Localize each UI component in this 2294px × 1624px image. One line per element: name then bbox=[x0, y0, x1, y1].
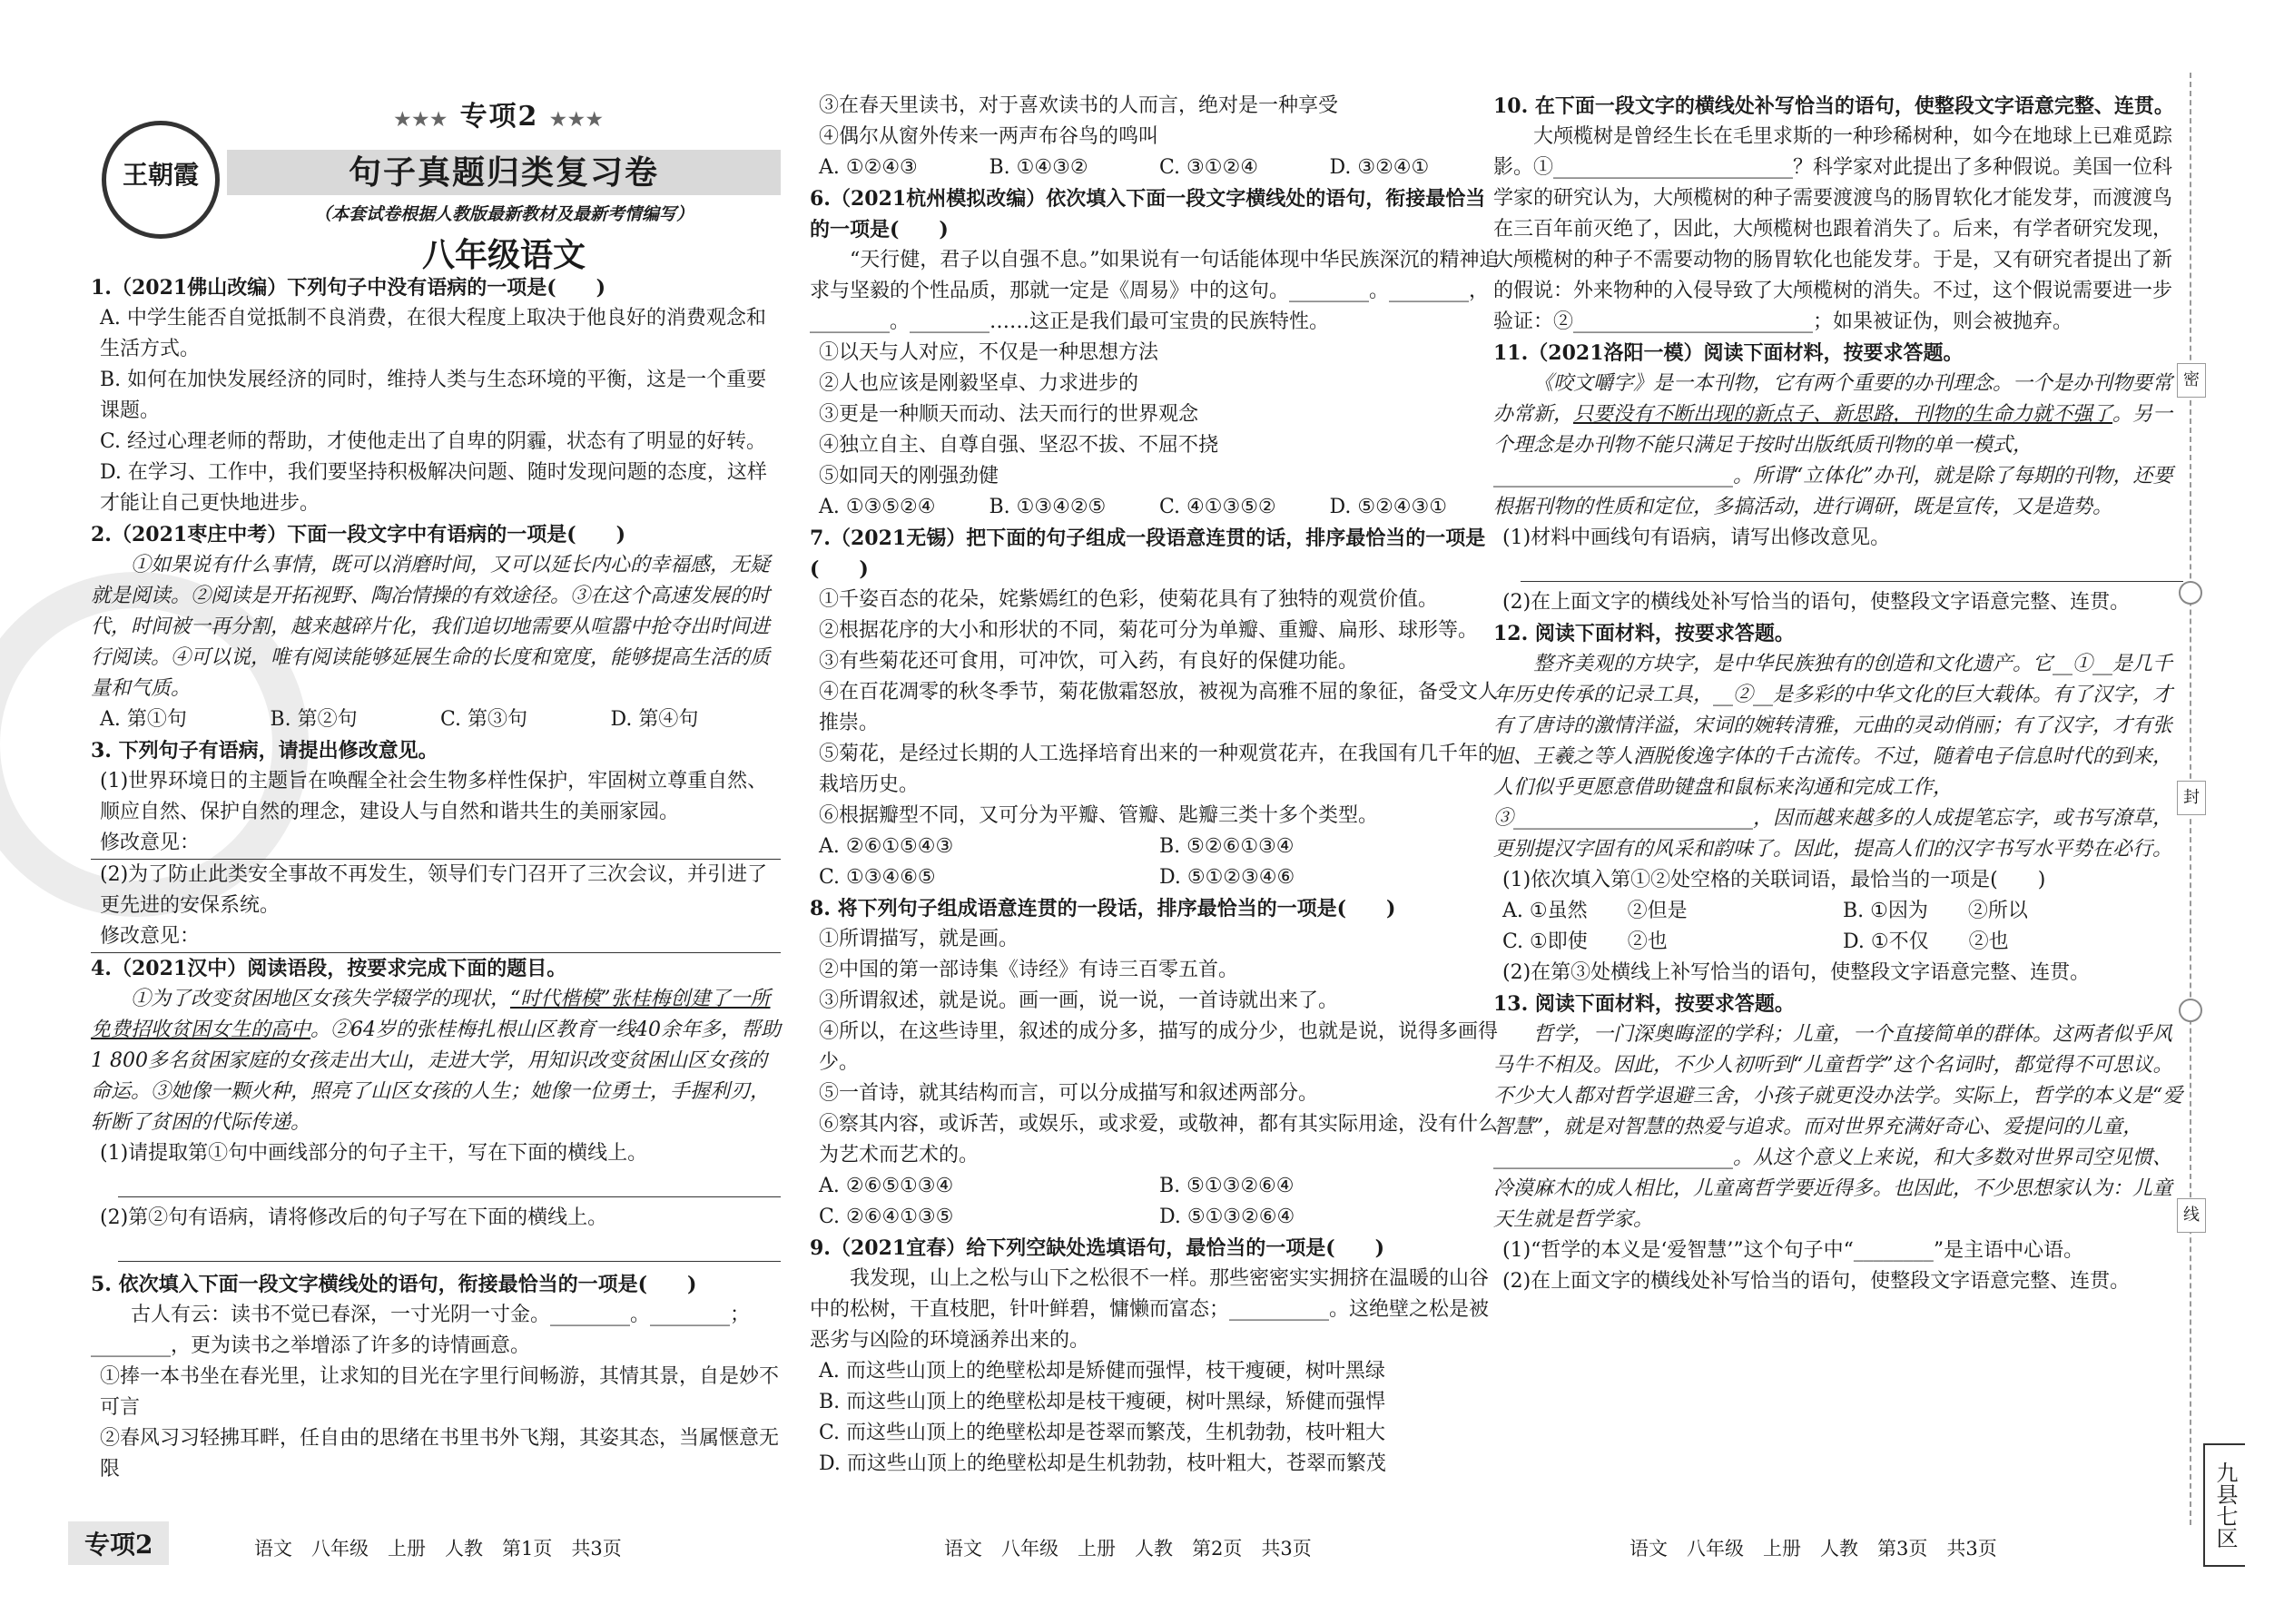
option-c: C. ②⑥④①③⑤ bbox=[819, 1206, 954, 1228]
seal-tag: 密 bbox=[2177, 363, 2206, 398]
question-passage: “天行健，君子以自强不息。”如果说有一句话能体现中华民族深沉的精神追求与坚毅的个性品质，那就一定是《周易》中的这句。________。________，________。________……这正是我们最可宝贵的民族特性。 bbox=[810, 249, 1500, 333]
page-footer-1: 语文 八年级 上册 人教 第1页 共3页 bbox=[254, 1538, 622, 1560]
grade-subject: 八年级语文 bbox=[421, 236, 586, 274]
question-5 bbox=[91, 1269, 781, 1485]
question-3 bbox=[91, 735, 781, 953]
seal-tag: 线 bbox=[2177, 1198, 2206, 1233]
option-d: D. ⑤①②③④⑥ bbox=[1159, 866, 1295, 889]
option-a: A. 第①句 bbox=[100, 708, 187, 731]
question-stem: 8. 将下列句子组成语意连贯的一段话，排序最恰当的一项是( ) bbox=[810, 897, 1396, 920]
choice-item: ⑥根据瓣型不同，又可分为平瓣、管瓣、匙瓣三类十多个类型。 bbox=[819, 804, 1379, 827]
option-b: B. 第②句 bbox=[270, 708, 358, 731]
option-c: C. ③①②④ bbox=[1159, 156, 1258, 179]
option-b: B. ⑤①③②⑥④ bbox=[1159, 1175, 1295, 1197]
choice-item: ①所谓描写，就是画。 bbox=[819, 928, 1019, 950]
option-b: B. ①因为 ②所以 bbox=[1843, 900, 2028, 922]
brand-logo: 王朝霞 bbox=[102, 121, 220, 239]
question-stem: 12. 阅读下面材料，按要求答题。 bbox=[1493, 622, 1795, 645]
paper-header bbox=[91, 86, 781, 277]
question-stem: 2.（2021枣庄中考）下面一段文字中有语病的一项是( ) bbox=[91, 523, 626, 546]
sub-question: (1)材料中画线句有语病，请写出修改意见。 bbox=[1502, 527, 1891, 549]
page-footer-2: 语文 八年级 上册 人教 第2页 共3页 bbox=[944, 1538, 1312, 1560]
option-a: A. 中学生能否自觉抵制不良消费，在很大程度上取决于他良好的消费观念和生活方式。 bbox=[100, 307, 766, 360]
question-passage: 《咬文嚼字》是一本刊物，它有两个重要的办刊理念。一个是办刊物要常办常新，只要没有不断出现的新点子、新思路，刊物的生命力就不强了。另一个理念是办刊物不能只满足于按时出版纸质刊物的单一模式，________________________。所谓“立体化”办刊，就是除了每期的刊物，还要根据刊物的性质和定位，多搞活动，进行调研，既是宣传，又是造势。 bbox=[1493, 372, 2173, 518]
sub-question: (2)在上面文字的横线处补写恰当的语句，使整段文字语意完整、连贯。 bbox=[1502, 591, 2131, 614]
question-10 bbox=[1493, 91, 2183, 338]
option-b: B. 而这些山顶上的绝壁松却是枝干瘦硬，树叶黑绿，矫健而强悍 bbox=[819, 1391, 1386, 1413]
question-passage: 整齐美观的方块字，是中华民族独有的创造和文化遗产。它__①__是几千年历史传承的记录工具，__②__是多彩的中华文化的巨大载体。有了汉字，才有了唐诗的激情洋溢，宋词的婉转清雅，元曲的灵动俏丽；有了汉字，才有张旭、王羲之等人酒脱俊逸字体的千古流传。不过，随着电子信息时代的到来，人们似乎更愿意借助键盘和鼠标来沟通和完成工作，③________________________，因而越来越多的人成提笔忘字，或书写潦草，更别提汉字固有的风采和韵味了。因此，提高人们的汉字书写水平势在必行。 bbox=[1493, 653, 2173, 861]
choice-item: ⑤如同天的刚强劲健 bbox=[819, 465, 999, 487]
choice-item: ④偶尔从窗外传来一两声布谷鸟的鸣叫 bbox=[819, 125, 1159, 148]
choice-item: ⑤一首诗，就其结构而言，可以分成描写和叙述两部分。 bbox=[819, 1082, 1319, 1105]
binding-hole bbox=[2179, 999, 2202, 1022]
sub-question: (2)在第③处横线上补写恰当的语句，使整段文字语意完整、连贯。 bbox=[1502, 961, 2091, 984]
question-8 bbox=[810, 893, 1500, 1233]
question-11 bbox=[1493, 338, 2183, 618]
region-label: 九县七区 bbox=[2203, 1443, 2245, 1567]
option-d: D. 第④句 bbox=[610, 708, 699, 731]
option-c: C. ④①③⑤② bbox=[1159, 496, 1276, 518]
question-stem: 3. 下列句子有语病，请提出修改意见。 bbox=[91, 739, 438, 763]
binding-hole bbox=[2179, 581, 2202, 605]
question-passage: 大颅榄树是曾经生长在毛里求斯的一种珍稀树种，如今在地球上已难觅踪影。①________________________？科学家对此提出了多种假说。美国一位科学家的研究认为，大颅榄树的种子需要渡渡鸟的肠胃软化才能发芽，而渡渡鸟在三百年前灭绝了，因此，大颅榄树也跟着消失了。后来，有学者研究发现，大颅榄树的种子不需要动物的肠胃软化也能发芽。于是，又有研究者提出了新的假说：外来物种的入侵导致了大颅榄树的消失。不过，这个假说需要进一步验证：②________________________；如果被证伪，则会被抛弃。 bbox=[1493, 125, 2173, 333]
question-7 bbox=[810, 523, 1500, 893]
options-row bbox=[810, 1171, 1500, 1202]
paper-title: 句子真题归类复习卷 bbox=[227, 150, 781, 195]
question-12 bbox=[1493, 618, 2183, 989]
question-stem: 10. 在下面一段文字的横线处补写恰当的语句，使整段文字语意完整、连贯。 bbox=[1493, 94, 2174, 118]
question-stem: 13. 阅读下面材料，按要求答题。 bbox=[1493, 992, 1795, 1016]
question-passage: 我发现，山上之松与山下之松很不一样。那些密密实实拥挤在温暖的山谷中的松树，干直枝肥，针叶鲜碧，慵懒而富态；__________。这绝壁之松是被恶劣与凶险的环境涵养出来的。 bbox=[810, 1267, 1490, 1352]
choice-item: ②中国的第一部诗集《诗经》有诗三百零五首。 bbox=[819, 959, 1239, 981]
option-a: A. ①虽然 ②但是 bbox=[1502, 900, 1688, 922]
option-c: C. ①③④⑥⑤ bbox=[819, 866, 936, 889]
question-passage: 古人有云：读书不觉已春深，一寸光阴一寸金。________。________；________，更为读书之举增添了许多的诗情画意。 bbox=[91, 1304, 751, 1357]
column-3 bbox=[1493, 91, 2183, 1297]
question-6 bbox=[810, 183, 1500, 523]
question-stem: 5. 依次填入下面一段文字横线处的语句，衔接最恰当的一项是( ) bbox=[91, 1273, 697, 1296]
series-ribbon: ★★★ 专项2 ★★★ bbox=[394, 101, 605, 133]
option-d: D. 在学习、工作中，我们要坚持积极解决问题、随时发现问题的态度，这样才能让自己更快地进步。 bbox=[100, 461, 767, 515]
answer-line[interactable]: 修改意见： bbox=[91, 828, 781, 860]
sub-question: (1)世界环境日的主题旨在唤醒全社会生物多样性保护，牢固树立尊重自然、顺应自然、保护自然的理念，建设人与自然和谐共生的美丽家园。 bbox=[100, 770, 768, 823]
question-stem: 6.（2021杭州模拟改编）依次填入下面一段文字横线处的语句，衔接最恰当的一项是( ) bbox=[810, 187, 1486, 241]
answer-line[interactable] bbox=[118, 1234, 781, 1262]
sub-question: (1)“哲学的本义是‘爱智慧’”这个句子中“________”是主语中心语。 bbox=[1502, 1239, 2084, 1262]
question-passage: 哲学，一门深奥晦涩的学科；儿童，一个直接简单的群体。这两者似乎风马牛不相及。因此，不少人初听到“儿童哲学”这个名词时，都觉得不可思议。不少大人都对哲学退避三舍，小孩子就更没办法学。实际上，哲学的本义是“爱智慧”，就是对智慧的热爱与追求。而对世界充满好奇心、爱提问的儿童，________________________。从这个意义上来说，和大多数对世界司空见惯、冷漠麻木的成人相比，儿童离哲学要近得多。也因此，不少思想家认为：儿童天生就是哲学家。 bbox=[1493, 1023, 2183, 1231]
answer-line[interactable] bbox=[118, 1169, 781, 1197]
options-row bbox=[810, 832, 1500, 862]
choice-item: ②人也应该是刚毅坚卓、力求进步的 bbox=[819, 372, 1139, 395]
options-row bbox=[1493, 927, 2183, 958]
options-row bbox=[810, 862, 1500, 893]
choice-item: ③所谓叙述，就是说。画一画，说一说，一首诗就出来了。 bbox=[819, 989, 1339, 1012]
choice-item: ⑤菊花，是经过长期的人工选择培育出来的一种观赏花卉，在我国有几千年的栽培历史。 bbox=[819, 743, 1499, 796]
option-d: D. ⑤②④③① bbox=[1329, 496, 1447, 518]
question-passage: ①如果说有什么事情，既可以消磨时间，又可以延长内心的幸福感，无疑就是阅读。②阅读是开拓视野、陶冶情操的有效途径。③在这个高速发展的时代，时间被一再分割，越来越碎片化，我们追切地需要从喧嚣中抢夺出时间进行阅读。④可以说，唯有阅读能够延展生命的长度和宽度，能够提高生活的质量和气质。 bbox=[91, 554, 771, 700]
option-d: D. 而这些山顶上的绝壁松却是生机勃勃，枝叶粗大，苍翠而繁茂 bbox=[819, 1452, 1386, 1475]
question-4 bbox=[91, 953, 781, 1262]
option-a: A. ①②④③ bbox=[819, 156, 918, 179]
option-b: B. ⑤②⑥①③④ bbox=[1159, 835, 1295, 858]
question-stem: 7.（2021无锡）把下面的句子组成一段语意连贯的话，排序最恰当的一项是( ) bbox=[810, 527, 1486, 581]
question-stem: 4.（2021汉中）阅读语段，按要求完成下面的题目。 bbox=[91, 957, 567, 980]
question-13 bbox=[1493, 989, 2183, 1297]
option-b: B. ①③④②⑤ bbox=[989, 496, 1107, 518]
series-badge: 专项2 bbox=[68, 1521, 169, 1565]
options-row bbox=[810, 153, 1500, 183]
option-c: C. 经过心理老师的帮助，才使他走出了自卑的阴霾，状态有了明显的好转。 bbox=[100, 430, 767, 453]
question-1 bbox=[91, 272, 781, 519]
page-footer-3: 语文 八年级 上册 人教 第3页 共3页 bbox=[1629, 1538, 1997, 1560]
option-c: C. 而这些山顶上的绝壁松却是苍翠而繁茂，生机勃勃，枝叶粗大 bbox=[819, 1422, 1386, 1444]
choice-item: ①千姿百态的花朵，姹紫嫣红的色彩，使菊花具有了独特的观赏价值。 bbox=[819, 588, 1439, 611]
choice-item: ③有些菊花还可食用，可冲饮，可入药，有良好的保健功能。 bbox=[819, 650, 1359, 673]
column-1 bbox=[91, 272, 781, 1485]
question-2 bbox=[91, 519, 781, 735]
option-c: C. ①即使 ②也 bbox=[1502, 930, 1668, 953]
option-a: A. ①③⑤②④ bbox=[819, 496, 936, 518]
choice-item: ①以天与人对应，不仅是一种思想方法 bbox=[819, 341, 1159, 364]
question-passage: ①为了改变贫困地区女孩失学辍学的现状，“时代楷模”张桂梅创建了一所免费招收贫困女生的高中。②64岁的张桂梅扎根山区教育一线40余年多，帮助1 800多名贫困家庭的女孩走出大山，走进大学，用知识改变贫困山区女孩的命运。③她像一颗火种，照亮了山区女孩的人生；她像一位勇士，手握利刃，斩断了贫困的代际传递。 bbox=[91, 988, 782, 1134]
choice-item: ③更是一种顺天而动、法天而行的世界观念 bbox=[819, 403, 1199, 426]
option-a: A. 而这些山顶上的绝壁松却是矫健而强悍，枝干瘦硬，树叶黑绿 bbox=[819, 1360, 1385, 1383]
sub-question: (1)请提取第①句中画线部分的句子主干，写在下面的横线上。 bbox=[100, 1142, 648, 1165]
question-stem: 9.（2021宜春）给下列空缺处选填语句，最恰当的一项是( ) bbox=[810, 1236, 1385, 1260]
option-a: A. ②⑥⑤①③④ bbox=[819, 1175, 954, 1197]
choice-item: ②根据花序的大小和形状的不同，菊花可分为单瓣、重瓣、扁形、球形等。 bbox=[819, 619, 1479, 642]
choice-item: ④所以，在这些诗里，叙述的成分多，描写的成分少，也就是说，说得多画得少。 bbox=[819, 1020, 1499, 1074]
options-row bbox=[91, 704, 781, 735]
choice-item: ⑥察其内容，或诉苦，或娱乐，或求爱，或敬神，都有其实际用途，没有什么为艺术而艺术的。 bbox=[819, 1113, 1499, 1166]
sub-question: (2)为了防止此类安全事故不再发生，领导们专门召开了三次会议，并引进了更先进的安保系统。 bbox=[100, 863, 768, 917]
choice-item: ④独立自主、自尊自强、坚忍不拔、不屈不挠 bbox=[819, 434, 1219, 457]
seal-tag: 封 bbox=[2177, 781, 2206, 815]
paper-subtitle: （本套试卷根据人教版最新教材及最新考情编写） bbox=[313, 204, 694, 224]
answer-line[interactable] bbox=[1521, 554, 2183, 582]
option-c: C. 第③句 bbox=[440, 708, 528, 731]
options-row bbox=[1493, 896, 2183, 927]
choice-item: ①捧一本书坐在春光里，让求知的目光在字里行间畅游，其情其景，自是妙不可言 bbox=[100, 1365, 780, 1419]
sub-question: (2)在上面文字的横线处补写恰当的语句，使整段文字语意完整、连贯。 bbox=[1502, 1270, 2131, 1293]
option-d: D. ⑤①③②⑥④ bbox=[1159, 1206, 1295, 1228]
choice-item: ②春风习习轻拂耳畔，任自由的思绪在书里书外飞翔，其姿其态，当属惬意无限 bbox=[100, 1427, 780, 1481]
question-9 bbox=[810, 1233, 1500, 1480]
option-d: D. ③②④① bbox=[1329, 156, 1430, 179]
option-b: B. 如何在加快发展经济的同时，维持人类与生态环境的平衡，这是一个重要课题。 bbox=[100, 369, 767, 422]
options-row bbox=[810, 1202, 1500, 1233]
column-2 bbox=[810, 91, 1500, 1480]
choice-item: ③在春天里读书，对于喜欢读书的人而言，绝对是一种享受 bbox=[819, 94, 1339, 117]
question-stem: 11.（2021洛阳一模）阅读下面材料，按要求答题。 bbox=[1493, 341, 1964, 365]
option-b: B. ①④③② bbox=[989, 156, 1088, 179]
answer-line[interactable]: 修改意见： bbox=[91, 921, 781, 953]
option-a: A. ②⑥①⑤④③ bbox=[819, 835, 954, 858]
question-stem: 1.（2021佛山改编）下列句子中没有语病的一项是( ) bbox=[91, 276, 606, 300]
choice-item: ④在百花凋零的秋冬季节，菊花傲霜怒放，被视为高雅不屈的象征，备受文人推崇。 bbox=[819, 681, 1499, 734]
sub-question: (1)依次填入第①②处空格的关联词语，最恰当的一项是( ) bbox=[1502, 869, 2046, 891]
options-row bbox=[810, 492, 1500, 523]
sub-question: (2)第②句有语病，请将修改后的句子写在下面的横线上。 bbox=[100, 1206, 608, 1229]
option-d: D. ①不仅 ②也 bbox=[1843, 930, 2009, 953]
